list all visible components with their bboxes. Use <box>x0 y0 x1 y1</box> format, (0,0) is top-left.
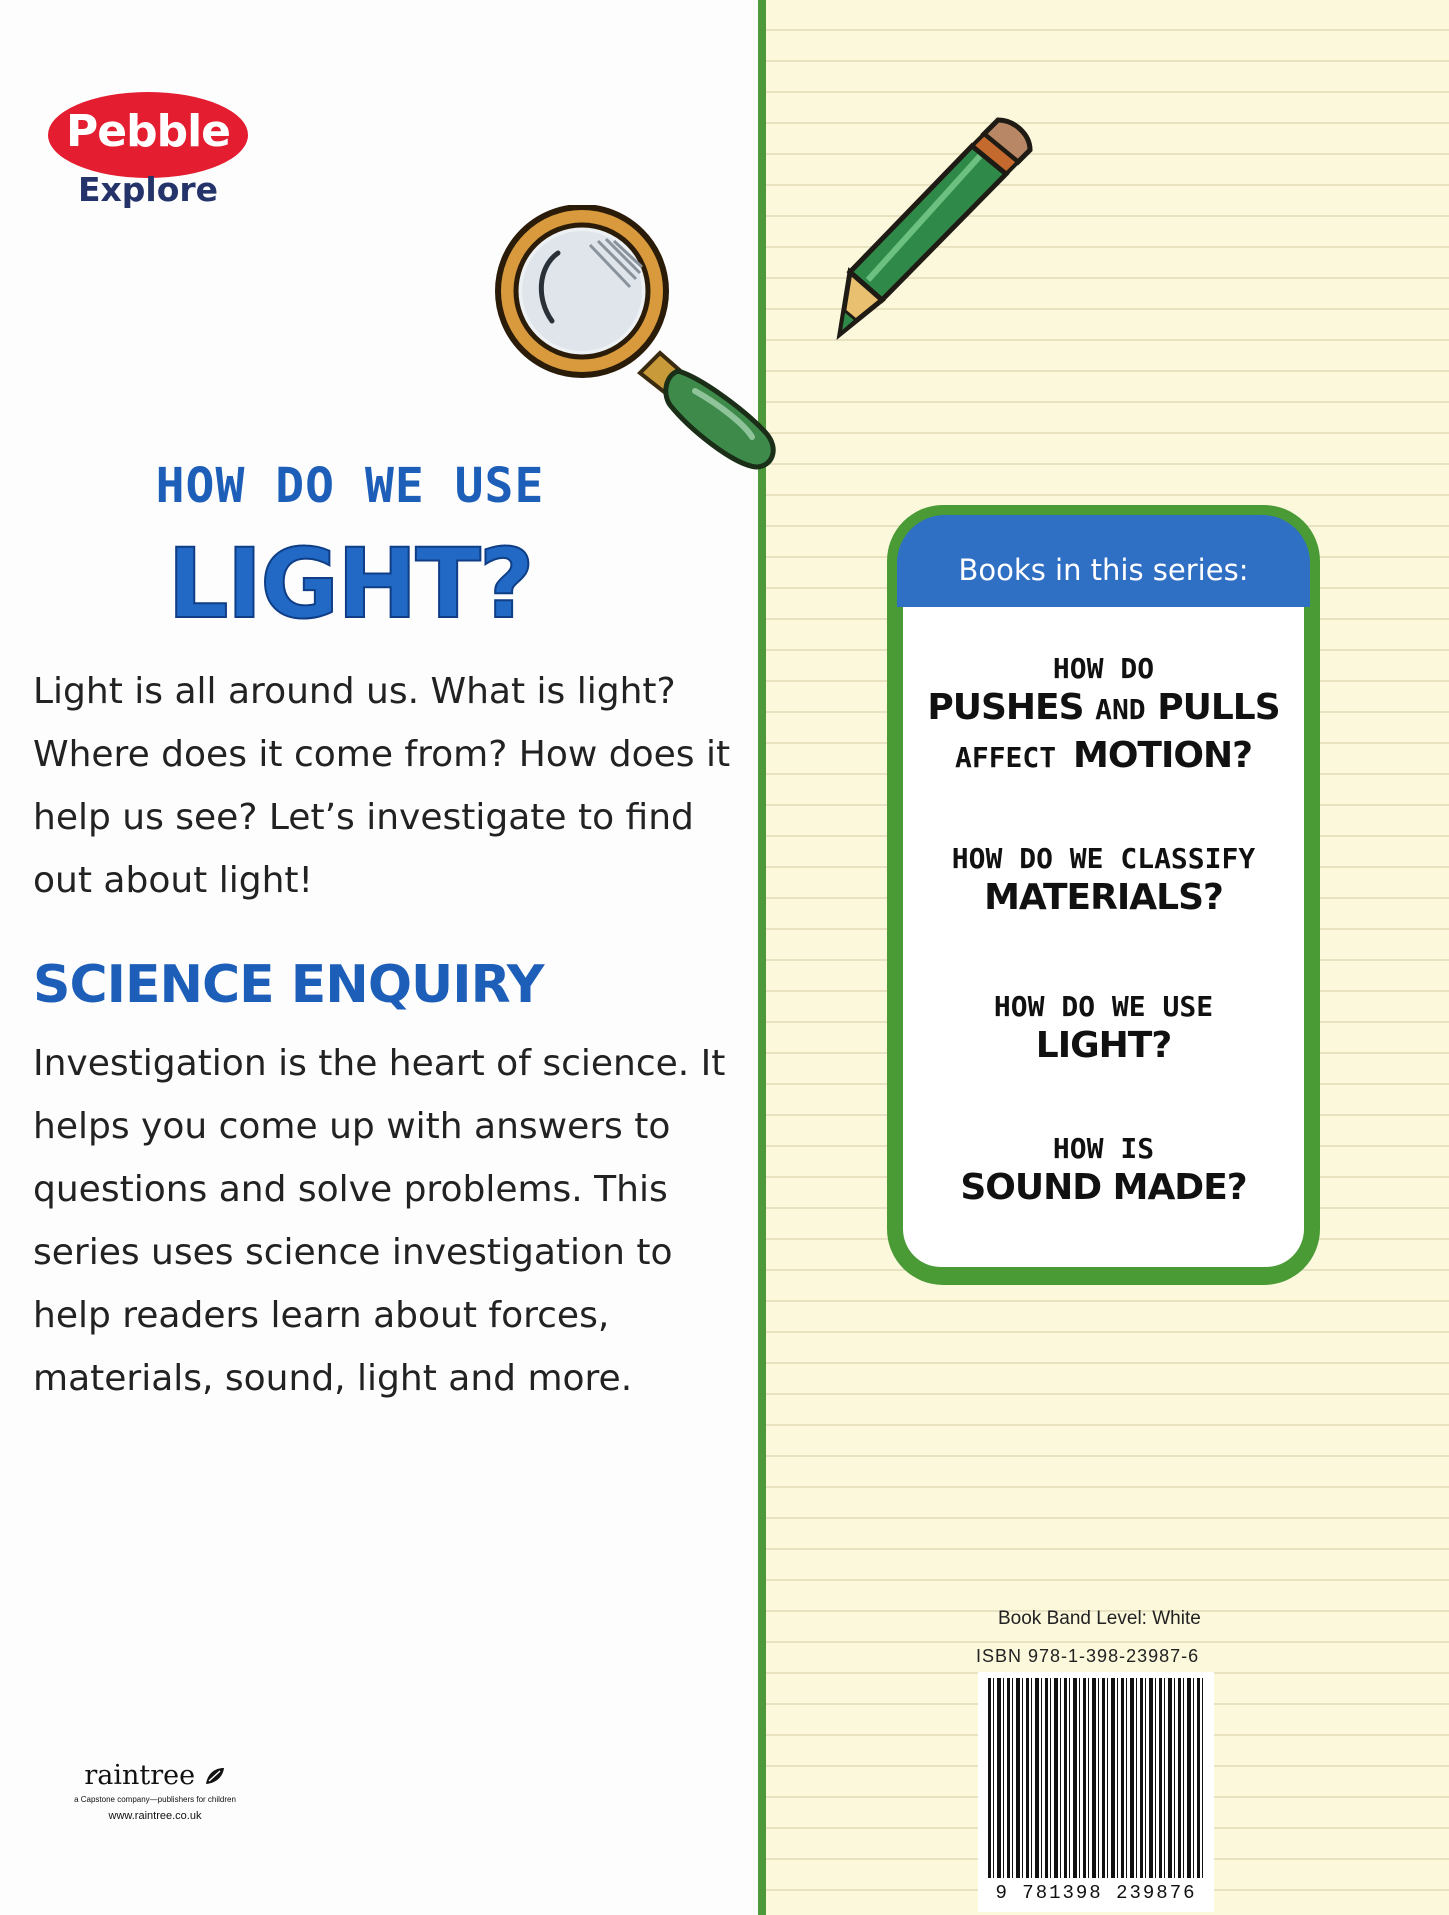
book-band-level: Book Band Level: White <box>998 1608 1201 1629</box>
series-list <box>903 607 1304 1267</box>
book-3-line-1: HOW DO WE USE <box>993 990 1214 1023</box>
title-line-2: LIGHT? <box>167 528 533 640</box>
book-1-word-and: AND <box>1095 693 1146 726</box>
book-1-word-pushes: PUSHES <box>927 687 1096 728</box>
isbn-text: ISBN 978-1-398-23987-6 <box>976 1646 1200 1666</box>
book-4-line-2: SOUND MADE? <box>960 1167 1247 1208</box>
logo-subtitle: Explore <box>77 170 219 209</box>
book-1-word-pulls: PULLS <box>1145 687 1280 728</box>
publisher-name-text: raintree <box>84 1760 196 1791</box>
series-book-1 <box>903 652 1304 781</box>
book-1-line-3 <box>903 733 1304 781</box>
book-1-line-2 <box>903 685 1304 733</box>
book-4-line-1: HOW IS <box>1052 1132 1155 1165</box>
logo-word: Pebble <box>65 106 230 157</box>
blurb-text: Light is all around us. What is light? Where does it come from? How does it help us see? Let’s investigate to find out about light! <box>33 671 731 901</box>
title-line-1: HOW DO WE USE <box>155 458 545 514</box>
barcode <box>978 1672 1214 1912</box>
publisher-block <box>40 1760 270 1822</box>
pencil-icon <box>820 112 1040 342</box>
science-enquiry-heading: SCIENCE ENQUIRY <box>33 955 544 1015</box>
book-3-line-2: LIGHT? <box>1035 1025 1172 1066</box>
series-header <box>897 515 1310 607</box>
barcode-digits: 9 781398 239876 <box>995 1882 1197 1904</box>
book-1-line-1: HOW DO <box>1052 652 1155 685</box>
series-book-4 <box>903 1132 1304 1211</box>
barcode-bars <box>988 1678 1204 1878</box>
series-box <box>887 505 1320 1285</box>
publisher-url: www.raintree.co.uk <box>108 1810 202 1822</box>
publisher-name <box>40 1760 270 1791</box>
book-2-line-1: HOW DO WE CLASSIFY <box>951 842 1256 875</box>
book-1-word-affect: AFFECT <box>954 741 1073 774</box>
series-title: Books in this series: <box>958 553 1249 587</box>
book-2-line-2: MATERIALS? <box>984 877 1223 918</box>
book-1-word-motion: MOTION? <box>1073 735 1252 776</box>
magnifying-glass-icon <box>490 205 850 475</box>
series-book-3 <box>903 990 1304 1069</box>
series-book-2 <box>903 842 1304 921</box>
pebble-explore-logo <box>48 92 248 210</box>
enquiry-text: Investigation is the heart of science. It helps you come up with answers to questions and solve problems. This series uses science investigation to help readers learn about forces, materials, sound, light and more. <box>33 1043 726 1399</box>
leaf-icon <box>204 1766 226 1786</box>
publisher-tagline: a Capstone company—publishers for children <box>74 1795 236 1804</box>
